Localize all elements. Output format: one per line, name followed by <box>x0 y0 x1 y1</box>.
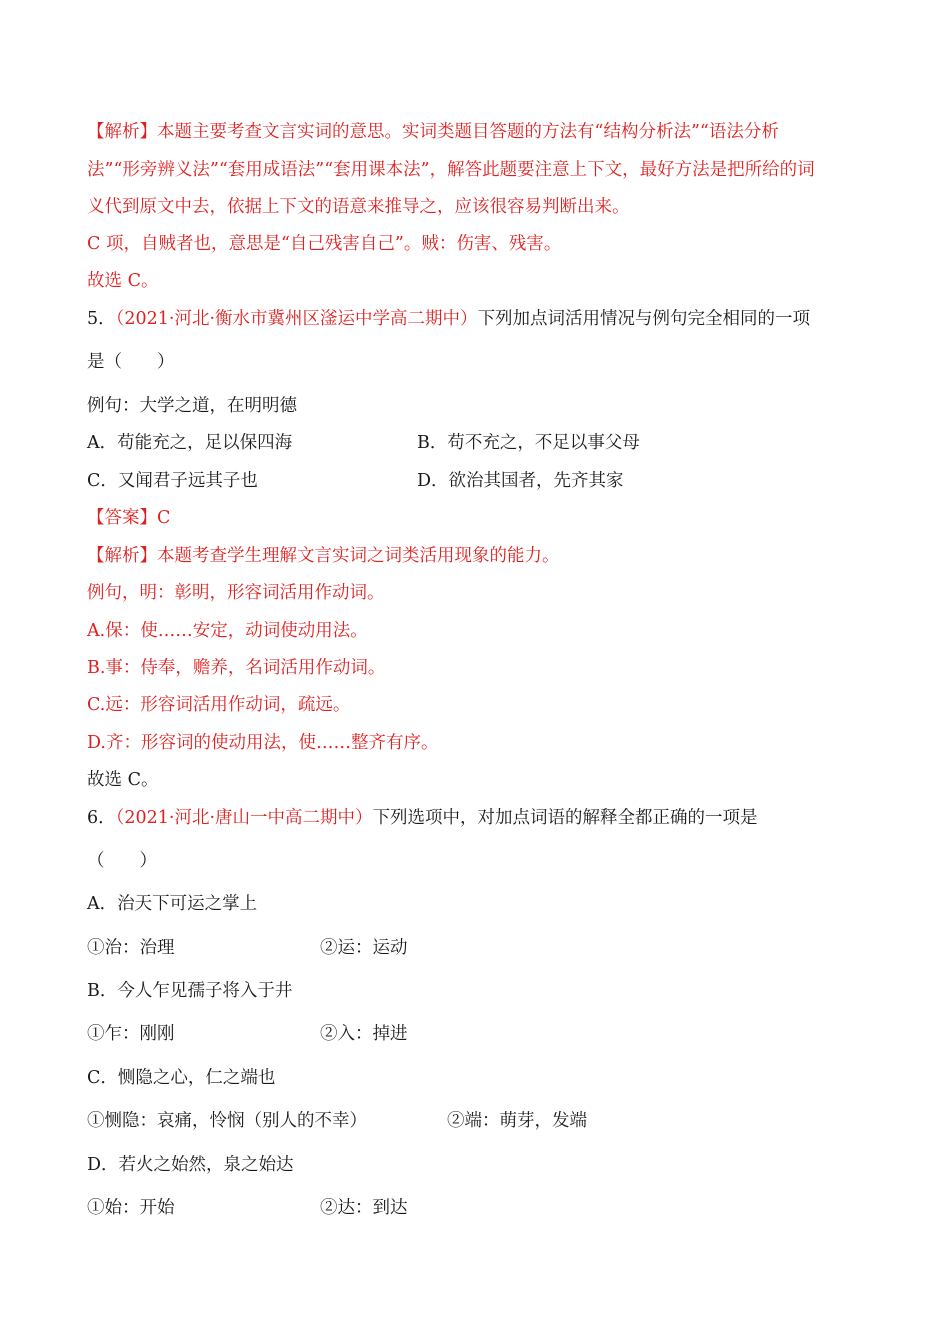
q6-source: （2021·河北·唐山一中高二期中） <box>115 808 373 828</box>
q4-analysis-line-4: C 项，自贼者也，意思是“自己残害自己”。贼：伤害、残害。 <box>87 234 562 254</box>
q6-option-a-item-2: ②运：运动 <box>320 938 408 958</box>
q6-number: 6． <box>87 808 116 828</box>
q6-option-b-item-2: ②入：掉进 <box>320 1024 408 1044</box>
q6-stem-text: 下列选项中，对加点词语的解释全都正确的一项是 <box>372 808 758 828</box>
q4-analysis-line-1: 【解析】本题主要考查文言实词的意思。实词类题目答题的方法有“结构分析法”“语法分析 <box>87 122 779 142</box>
q4-analysis-line-2: 法”“形旁辨义法”“套用成语法”“套用课本法”，解答此题要注意上下文，最好方法是把所给的词 <box>87 160 815 180</box>
q6-option-a: A．治天下可运之掌上 <box>87 894 258 914</box>
q5-option-b: B．苟不充之，不足以事父母 <box>417 433 640 453</box>
q5-analysis-line-3: A.保：使……安定，动词使动用法。 <box>87 621 368 641</box>
q6-option-b: B．今人乍见孺子将入于井 <box>87 981 293 1001</box>
q6-option-d-item-1: ①始：开始 <box>87 1198 175 1218</box>
q6-stem-continued: （ ） <box>87 851 157 871</box>
q6-option-c-item-1: ①恻隐：哀痛，怜悯（别人的不幸） <box>87 1111 367 1131</box>
q5-conclusion: 故选 C。 <box>87 770 159 790</box>
q5-option-d: D．欲治其国者，先齐其家 <box>417 471 624 491</box>
q5-source: （2021·河北·衡水市冀州区滏运中学高二期中） <box>115 309 478 329</box>
q6-option-d: D．若火之始然，泉之始达 <box>87 1155 294 1175</box>
q6-option-b-item-1: ①乍：刚刚 <box>87 1024 175 1044</box>
q5-stem-text: 下列加点词活用情况与例句完全相同的一项 <box>477 309 811 329</box>
q5-analysis-line-5: C.远：形容词活用作动词，疏远。 <box>87 695 351 715</box>
q4-analysis-line-3: 义代到原文中去，依据上下文的语意来推导之，应该很容易判断出来。 <box>87 197 630 217</box>
q5-analysis-line-2: 例句，明：彰明，形容词活用作动词。 <box>87 583 385 603</box>
q6-option-d-item-2: ②达：到达 <box>320 1198 408 1218</box>
q5-option-c: C．又闻君子远其子也 <box>87 471 258 491</box>
q4-conclusion: 故选 C。 <box>87 271 159 291</box>
q5-answer: 【答案】C <box>87 508 171 528</box>
q6-option-c-item-2: ②端：萌芽，发端 <box>447 1111 587 1131</box>
q5-analysis-line-4: B.事：侍奉，赡养，名词活用作动词。 <box>87 658 386 678</box>
q5-stem <box>87 307 810 331</box>
q5-stem-continued: 是（ ） <box>87 352 175 372</box>
q5-option-a: A．苟能充之，足以保四海 <box>87 433 293 453</box>
q5-analysis-line-6: D.齐：形容词的使动用法，使……整齐有序。 <box>87 733 439 753</box>
q6-option-c: C．恻隐之心，仁之端也 <box>87 1068 276 1088</box>
q6-stem <box>87 806 758 830</box>
q6-option-a-item-1: ①治：治理 <box>87 938 175 958</box>
q5-example: 例句：大学之道，在明明德 <box>87 396 297 416</box>
q5-number: 5． <box>87 309 116 329</box>
q5-analysis-line-1: 【解析】本题考查学生理解文言实词之词类活用现象的能力。 <box>87 546 560 566</box>
